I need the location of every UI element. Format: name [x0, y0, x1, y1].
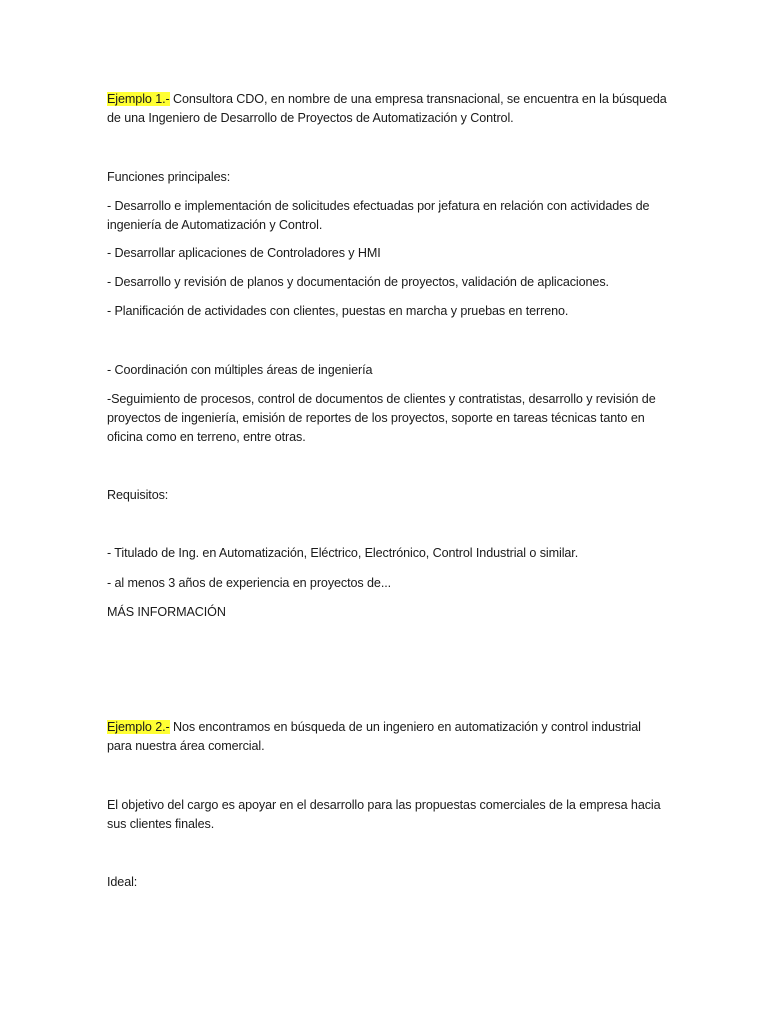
requirements-heading: Requisitos: [107, 488, 169, 502]
example-2-objective: El objetivo del cargo es apoyar en el desarrollo para las propuestas comerciales de la empresa hacia sus clientes finales. [107, 798, 661, 831]
function-item-2: - Desarrollar aplicaciones de Controladores y HMI [107, 246, 381, 260]
function-item-1: - Desarrollo e implementación de solicitudes efectuadas por jefatura en relación con actividades de ingeniería de Automatización y Control. [107, 199, 650, 232]
requirement-item-1: - Titulado de Ing. en Automatización, Eléctrico, Electrónico, Control Industrial o similar. [107, 546, 579, 560]
function-item-4: - Planificación de actividades con clientes, puestas en marcha y pruebas en terreno. [107, 304, 569, 318]
requirement-item-2: - al menos 3 años de experiencia en proyectos de... [107, 576, 392, 590]
function-item-3: - Desarrollo y revisión de planos y documentación de proyectos, validación de aplicaciones. [107, 275, 609, 289]
example-2-intro [107, 718, 667, 756]
more-info-text: MÁS INFORMACIÓN [107, 605, 226, 619]
example-1-intro [107, 90, 667, 128]
function-item-5: - Coordinación con múltiples áreas de ingeniería [107, 363, 373, 377]
ideal-heading: Ideal: [107, 875, 138, 889]
function-item-6: -Seguimiento de procesos, control de documentos de clientes y contratistas, desarrollo y revisión de proyectos de ingeniería, emisión de reportes de los proyectos, soporte en tareas técnicas tanto en oficina como en terreno, entre otras. [107, 392, 656, 444]
example-1-label: Ejemplo 1.- [107, 92, 170, 106]
functions-heading: Funciones principales: [107, 170, 231, 184]
example-2-intro-text: Nos encontramos en búsqueda de un ingeniero en automatización y control industrial para nuestra área comercial. [107, 720, 641, 753]
example-1-intro-text: Consultora CDO, en nombre de una empresa transnacional, se encuentra en la búsqueda de una Ingeniero de Desarrollo de Proyectos de Automatización y Control. [107, 92, 667, 125]
example-2-label: Ejemplo 2.- [107, 720, 170, 734]
